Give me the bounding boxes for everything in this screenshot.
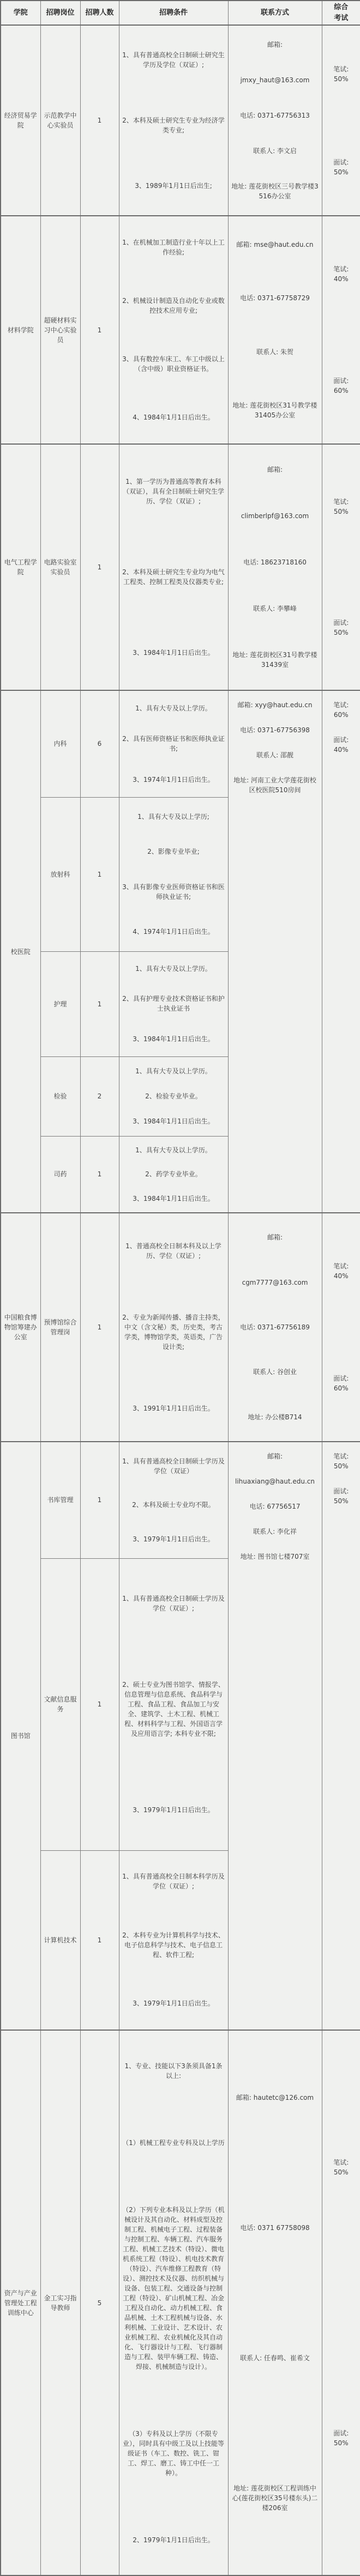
table-body xyxy=(1,25,360,2575)
position-cell: 护理 xyxy=(40,951,80,1056)
headcount-cell: 6 xyxy=(80,690,119,797)
condition-item: 1、具有普通高校全日制硕士学历及学位（双证）; xyxy=(122,1595,225,1612)
contact-line: 邮箱: xyxy=(267,465,283,473)
contact-cell xyxy=(228,444,322,690)
condition-item: 1、具有大专及以上学历; xyxy=(137,813,209,821)
contact-line: 电话: 0371-67756313 xyxy=(240,111,310,119)
condition-item: （1）机械工程专业专科及以上学历 xyxy=(122,2138,225,2147)
position-cell: 超硬材料实习中心实验员 xyxy=(40,216,80,444)
column-header-exam: 综合 考试 xyxy=(322,1,360,25)
contact-line: climberlpf@163.com xyxy=(241,512,309,520)
contact-cell xyxy=(228,690,322,1213)
contact-cell xyxy=(228,25,322,216)
contact-line: 邮箱: xyxy=(267,41,283,49)
condition-item: 1、具有普通高校全日制本科学历及学位（双证）; xyxy=(122,1873,225,1891)
contact-line: jmxy_haut@163.com xyxy=(240,76,310,84)
condition-item: 2、专业为新闻传播、播音主持类，中文（含文秘）类，历史类，考古学类，博物馆学类，英语类，广告设计类; xyxy=(122,1313,225,1351)
conditions-cell xyxy=(119,444,228,690)
position-cell: 预博馆综合管理岗 xyxy=(40,1213,80,1442)
condition-item: 3、1989年1月1日后出生; xyxy=(135,182,212,190)
conditions-cell xyxy=(119,1442,228,1558)
position-cell: 计算机技术 xyxy=(40,1850,80,2030)
contact-line: 电话: 0371-67756189 xyxy=(240,1323,310,1331)
college-cell: 图书馆 xyxy=(1,1442,40,2030)
condition-item: 4、1984年1月1日后出生。 xyxy=(133,414,214,422)
contact-line: 联系人: 李攀峰 xyxy=(253,605,297,613)
condition-item: 1、具有大专及以上学历。 xyxy=(135,964,212,973)
exam-cell xyxy=(322,2030,360,2575)
contact-line: 联系人: 李化祥 xyxy=(253,1528,297,1535)
conditions-cell xyxy=(119,797,228,951)
conditions-cell xyxy=(119,2030,228,2575)
college-cell: 资产与产业管理处工程训练中心 xyxy=(1,2030,40,2575)
exam-cell xyxy=(322,1442,360,2030)
condition-item: 3、具有数控车床工、车工中级以上（含中级）职业资格证书。 xyxy=(122,355,225,373)
exam-cell xyxy=(322,444,360,690)
condition-item: 2、具有护理专业技术资格证书和护士执业证书 xyxy=(122,995,225,1013)
condition-item: （2）下列专业本科及以上学历（机械设计及其自动化、材料成型及控制工程、机械电子工程、过程装备与控制工程、车辆工程、汽车服务工程、机械工艺技术（特设）、微电机系统工程（特设）、机电技术教育（特设）、汽车维修工程教育（特设）、测控技术及仪器、纺织机械与设备、包装工程、交通设备与控制工程（特设）、矿山机械工程、冶金工程及自动化、动力机械工程、食品机械、土木工程机械与设备、水利机械、工业设计、艺术设计、农业机械工程、农业机械化及其自动化、飞行器设计与工程、飞行器制造与工程、装甲车辆工程、铸造、焊接、机械制造与设计）。 xyxy=(122,2206,225,2371)
conditions-cell xyxy=(119,216,228,444)
condition-item: 1、第一学历为普通高等教育本科（双证），具有全日制硕士研究生学历、学位（双证）; xyxy=(122,478,224,505)
contact-cell xyxy=(228,1213,322,1442)
column-header-contact: 联系方式 xyxy=(228,1,322,25)
condition-item: 2、本科专业为计算机科学与技术、电子信息科学与技术、电子信息工程、软件工程; xyxy=(122,1931,225,1959)
exam-written: 笔试: 50% xyxy=(333,1453,349,1470)
condition-item: 3、1991年1月1日后出生。 xyxy=(133,1405,214,1413)
conditions-cell xyxy=(119,1056,228,1136)
contact-line: 联系人: 李文启 xyxy=(253,147,297,155)
contact-line: 地址: 莲花街校区31号教学楼31405办公室 xyxy=(232,401,317,419)
condition-item: 1、具有普通高校全日制硕士学历及学位（双证） xyxy=(122,1457,225,1475)
contact-line: 联系人: 邵靓 xyxy=(256,751,293,759)
condition-item: 3、1979年1月1日后出生。 xyxy=(133,1806,214,1814)
condition-item: 3、1984年1月1日后出生。 xyxy=(133,649,214,657)
exam-interview: 面试: 60% xyxy=(333,1375,349,1392)
column-header-headcount: 招聘人数 xyxy=(80,1,119,25)
contact-line: 电话: 18623718160 xyxy=(243,558,307,566)
position-cell: 检验 xyxy=(40,1056,80,1136)
exam-interview: 面试: 40% xyxy=(333,736,349,754)
exam-cell xyxy=(322,216,360,444)
table-row xyxy=(1,2030,360,2575)
contact-line: 电话: 0371-67758729 xyxy=(240,294,310,302)
condition-item: 1、具有大专及以上学历。 xyxy=(135,704,212,712)
conditions-cell xyxy=(119,1850,228,2030)
contact-line: 电话: 67756517 xyxy=(249,1503,301,1510)
condition-item: 4、1974年1月1日后出生。 xyxy=(133,927,214,935)
table-row xyxy=(1,1442,360,1558)
headcount-cell: 1 xyxy=(80,1442,119,1558)
exam-cell xyxy=(322,690,360,1213)
column-header-college: 学院 xyxy=(1,1,40,25)
contact-line: 地址: 莲花街校区31号教学楼31439室 xyxy=(232,651,317,669)
condition-item: 1、具有大专及以上学历。 xyxy=(135,1067,212,1075)
position-cell: 内科 xyxy=(40,690,80,797)
headcount-cell: 1 xyxy=(80,951,119,1056)
condition-item: 1、具有普通高校全日制硕士研究生学历及学位（双证）; xyxy=(122,51,225,69)
contact-line: 联系人: 谷创业 xyxy=(253,1368,297,1376)
exam-written: 笔试: 60% xyxy=(333,701,349,719)
table-row xyxy=(1,25,360,216)
condition-item: 3、1979年1月1日后出生。 xyxy=(133,2000,214,2008)
college-cell: 电气工程学院 xyxy=(1,444,40,690)
college-cell: 经济贸易学院 xyxy=(1,25,40,216)
headcount-cell: 5 xyxy=(80,2030,119,2575)
table-row xyxy=(1,1213,360,1442)
position-cell: 示范教学中心实验员 xyxy=(40,25,80,216)
contact-line: 地址: 莲花街校区三号教学楼3516办公室 xyxy=(231,182,319,200)
column-header-conditions: 招聘条件 xyxy=(119,1,228,25)
condition-item: 2、本科及硕士研究生专业均为电气工程类、控制工程类及仪器类专业; xyxy=(122,568,225,586)
condition-item: 2、影像专业毕业; xyxy=(147,848,200,856)
conditions-cell xyxy=(119,1136,228,1213)
condition-item: 2、本科及硕士专业均不限。 xyxy=(132,1501,215,1509)
condition-item: （3）专科及以上学历（不限专业），同时具有中级工及以上技能等级证书（车工、数控、铣工、钳工、焊工、磨工、铸工中任一工种）。 xyxy=(122,2429,224,2477)
headcount-cell: 1 xyxy=(80,1213,119,1442)
condition-item: 2、具有医师资格证书和医师执业证书; xyxy=(122,735,225,753)
contact-line: 邮箱: xyxy=(267,1453,283,1460)
contact-line: 联系人: 朱贺 xyxy=(256,348,293,356)
headcount-cell: 1 xyxy=(80,444,119,690)
contact-line: 地址: 莲花街校区工程训练中心(莲花街校区35号楼东头)二楼206室 xyxy=(232,2484,318,2512)
conditions-cell xyxy=(119,690,228,797)
exam-interview: 面试: 50% xyxy=(333,619,349,636)
position-cell: 金工实习指导教师 xyxy=(40,2030,80,2575)
table-row xyxy=(1,216,360,444)
condition-item: 2、硕士专业为图书馆学、情报学、信息管理与信息系统、食品科学与工程、食品工程、食品加工与安全、建筑学、土木工程、机械工程、材料科学与工程、外国语言学及应用语言学; 本科专业不限; xyxy=(122,1681,225,1737)
condition-item: 1、普通高校全日制本科及以上学历、学位（双证）; xyxy=(125,1242,221,1260)
position-cell: 放射科 xyxy=(40,797,80,951)
contact-line: 邮箱: mse@haut.edu.cn xyxy=(236,241,314,249)
contact-line: lihuaxiang@haut.edu.cn xyxy=(235,1478,315,1485)
exam-cell xyxy=(322,1213,360,1442)
condition-item: 2、1979年1月1日后出生。 xyxy=(133,2536,214,2544)
contact-line: 地址: 河南工业大学莲花街校区校医院510房间 xyxy=(233,776,316,794)
exam-written: 笔试: 40% xyxy=(333,1262,349,1280)
contact-cell xyxy=(228,1442,322,2030)
conditions-cell xyxy=(119,951,228,1056)
contact-line: cgm7777@163.com xyxy=(242,1278,308,1286)
conditions-cell xyxy=(119,25,228,216)
contact-line: 地址: 办公楼B714 xyxy=(248,1413,302,1421)
headcount-cell: 1 xyxy=(80,25,119,216)
position-cell: 书库管理 xyxy=(40,1442,80,1558)
headcount-cell: 1 xyxy=(80,1850,119,2030)
condition-item: 3、1974年1月1日后出生。 xyxy=(133,775,214,783)
position-cell: 司药 xyxy=(40,1136,80,1213)
college-cell: 中国粮食博物馆筹建办公室 xyxy=(1,1213,40,1442)
conditions-cell xyxy=(119,1558,228,1850)
condition-item: 1、专业、技能以下3条须具备1条以上: xyxy=(124,2062,223,2080)
condition-item: 2、机械设计制造及自动化专业或数控技术应用专业; xyxy=(122,296,225,314)
contact-line: 邮箱: xyxy=(267,1234,283,1242)
condition-item: 3、1984年1月1日后出生。 xyxy=(133,1194,214,1202)
headcount-cell: 1 xyxy=(80,797,119,951)
position-cell: 电路实验室实验员 xyxy=(40,444,80,690)
exam-cell xyxy=(322,25,360,216)
headcount-cell: 1 xyxy=(80,216,119,444)
exam-written: 笔试: 40% xyxy=(333,265,349,283)
exam-written: 笔试: 50% xyxy=(333,498,349,515)
contact-line: 电话: 0371-67756398 xyxy=(240,726,310,734)
exam-written: 笔试: 50% xyxy=(333,65,349,83)
condition-item: 2、检验专业毕业。 xyxy=(145,1092,202,1100)
condition-item: 3、具有影像专业医师资格证书和医师执业证书; xyxy=(122,883,225,901)
condition-item: 1、具有大专及以上学历。 xyxy=(135,1146,212,1154)
college-cell: 材料学院 xyxy=(1,216,40,444)
exam-written: 笔试: 50% xyxy=(333,2159,349,2177)
condition-item: 2、药学专业毕业。 xyxy=(145,1170,202,1178)
table-row xyxy=(1,444,360,690)
position-cell: 文献信息服务 xyxy=(40,1558,80,1850)
table-header xyxy=(1,1,360,25)
column-header-position: 招聘岗位 xyxy=(40,1,80,25)
exam-interview: 面试: 50% xyxy=(333,1487,349,1505)
exam-interview: 面试: 50% xyxy=(333,2429,349,2447)
condition-item: 2、本科及硕士研究生专业为经济学类专业; xyxy=(122,117,225,134)
contact-line: 电话: 0371 67758098 xyxy=(240,2223,310,2232)
contact-line: 地址: 图书馆七楼707室 xyxy=(240,1553,310,1560)
headcount-cell: 2 xyxy=(80,1056,119,1136)
contact-cell xyxy=(228,216,322,444)
condition-item: 3、1984年1月1日后出生。 xyxy=(133,1117,214,1125)
header-row xyxy=(1,1,360,25)
condition-item: 3、1979年1月1日后出生。 xyxy=(133,1535,214,1543)
headcount-cell: 1 xyxy=(80,1558,119,1850)
college-cell: 校医院 xyxy=(1,690,40,1213)
headcount-cell: 1 xyxy=(80,1136,119,1213)
condition-item: 3、1984年1月1日后出生。 xyxy=(133,1035,214,1043)
contact-line: 邮箱: xyy@haut.edu.cn xyxy=(237,701,313,709)
table-row xyxy=(1,690,360,797)
condition-item: 1、在机械加工制造行业十年以上工作经验; xyxy=(122,238,225,256)
contact-line: 联系人: 任春鸣、崔希文 xyxy=(240,2354,310,2362)
conditions-cell xyxy=(119,1213,228,1442)
exam-interview: 面试: 50% xyxy=(333,158,349,176)
contact-line: 邮箱: hautetc@126.com xyxy=(236,2093,314,2101)
exam-interview: 面试: 60% xyxy=(333,377,349,395)
contact-cell xyxy=(228,2030,322,2575)
